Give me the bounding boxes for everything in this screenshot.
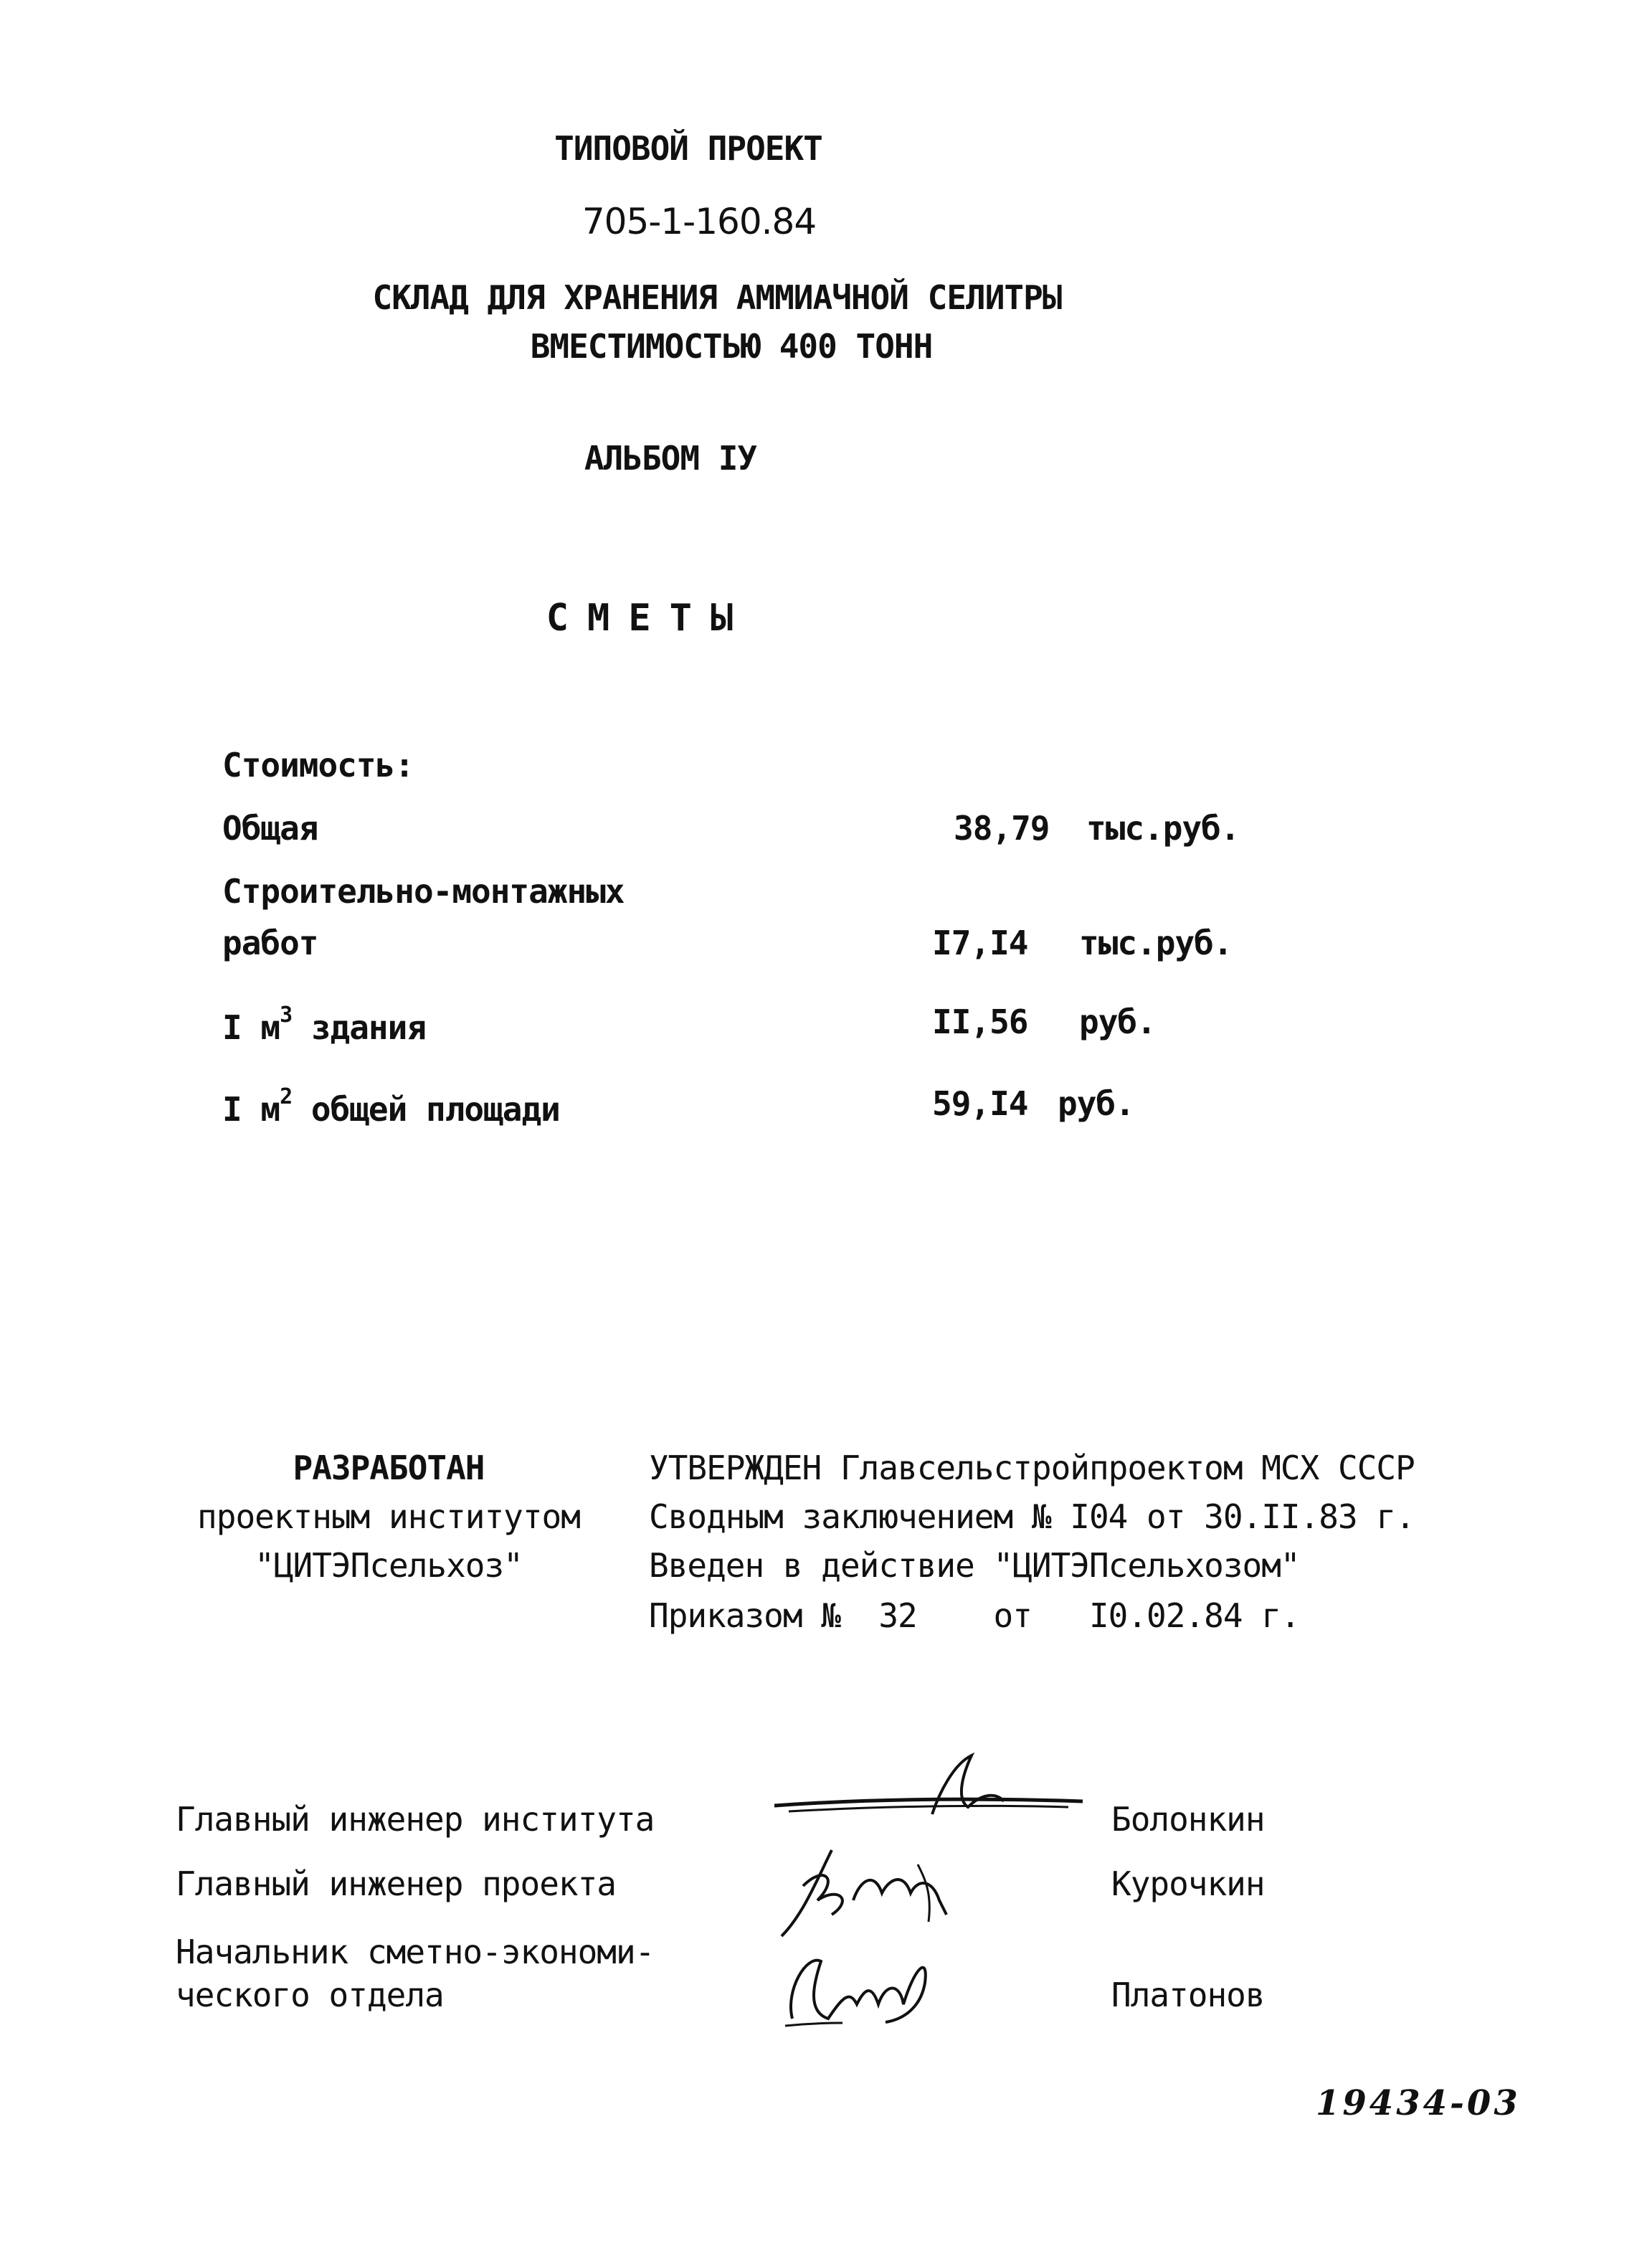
signature-role-1: Главный инженер института — [176, 1800, 655, 1839]
developed-line1: РАЗРАБОТАН — [293, 1449, 485, 1487]
signature-kurochkin — [774, 1836, 975, 1943]
cost-construction-value: I7,I4 — [932, 924, 1028, 962]
signature-role-2: Главный инженер проекта — [176, 1864, 616, 1903]
cost-total-label: Общая — [222, 809, 318, 848]
project-number: 705-1-160.84 — [581, 201, 817, 242]
album-label: АЛЬБОМ IУ — [584, 439, 757, 478]
approved-line3: Введен в действие "ЦИТЭПсельхозом" — [649, 1546, 1300, 1585]
cost-area-value: 59,I4 — [932, 1084, 1028, 1123]
footer-number: 19434-03 — [1316, 2083, 1521, 2123]
approved-line2: Сводным заключением № I04 от 30.II.83 г. — [649, 1497, 1415, 1536]
signature-bolonkin — [767, 1750, 1097, 1836]
cost-construction-label2: работ — [222, 924, 318, 962]
signature-name-1: Болонкин — [1111, 1800, 1265, 1839]
cost-volume-label: I $м^3$ здания — [222, 1002, 427, 1047]
signature-name-2: Курочкин — [1111, 1864, 1265, 1903]
signature-name-3: Платонов — [1111, 1976, 1265, 2014]
approved-line4: Приказом № 32 от I0.02.84 г. — [649, 1596, 1300, 1635]
cost-total-unit: тыс.руб. — [1086, 809, 1240, 848]
title-line2: ВМЕСТИМОСТЬЮ 400 ТОНН — [530, 327, 933, 366]
cost-volume-unit: руб. — [1079, 1002, 1156, 1041]
title-line1: СКЛАД ДЛЯ ХРАНЕНИЯ АММИАЧНОЙ СЕЛИТРЫ — [372, 278, 1062, 317]
developed-line2: проектным институтом — [197, 1497, 580, 1536]
section-title: СМЕТЫ — [546, 597, 752, 640]
developed-line3: "ЦИТЭПсельхоз" — [255, 1546, 523, 1585]
signature-role-3a: Начальник сметно-экономи- — [176, 1933, 655, 1971]
signature-platonov — [778, 1940, 950, 2033]
signature-role-3b: ческого отдела — [176, 1976, 444, 2014]
approved-line1: УТВЕРЖДЕН Главсельстройпроектом МСХ СССР — [649, 1449, 1415, 1487]
cost-heading: Стоимость: — [222, 746, 414, 785]
cost-construction-label1: Строительно-монтажных — [222, 872, 625, 911]
cost-construction-unit: тыс.руб. — [1079, 924, 1233, 962]
doc-type: ТИПОВОЙ ПРОЕКТ — [554, 129, 822, 168]
cost-area-label: I $м^2$ общей площади — [222, 1084, 560, 1129]
cost-area-unit: руб. — [1058, 1084, 1134, 1123]
cost-volume-value: II,56 — [932, 1002, 1028, 1041]
cost-total-value: 38,79 — [954, 809, 1050, 848]
